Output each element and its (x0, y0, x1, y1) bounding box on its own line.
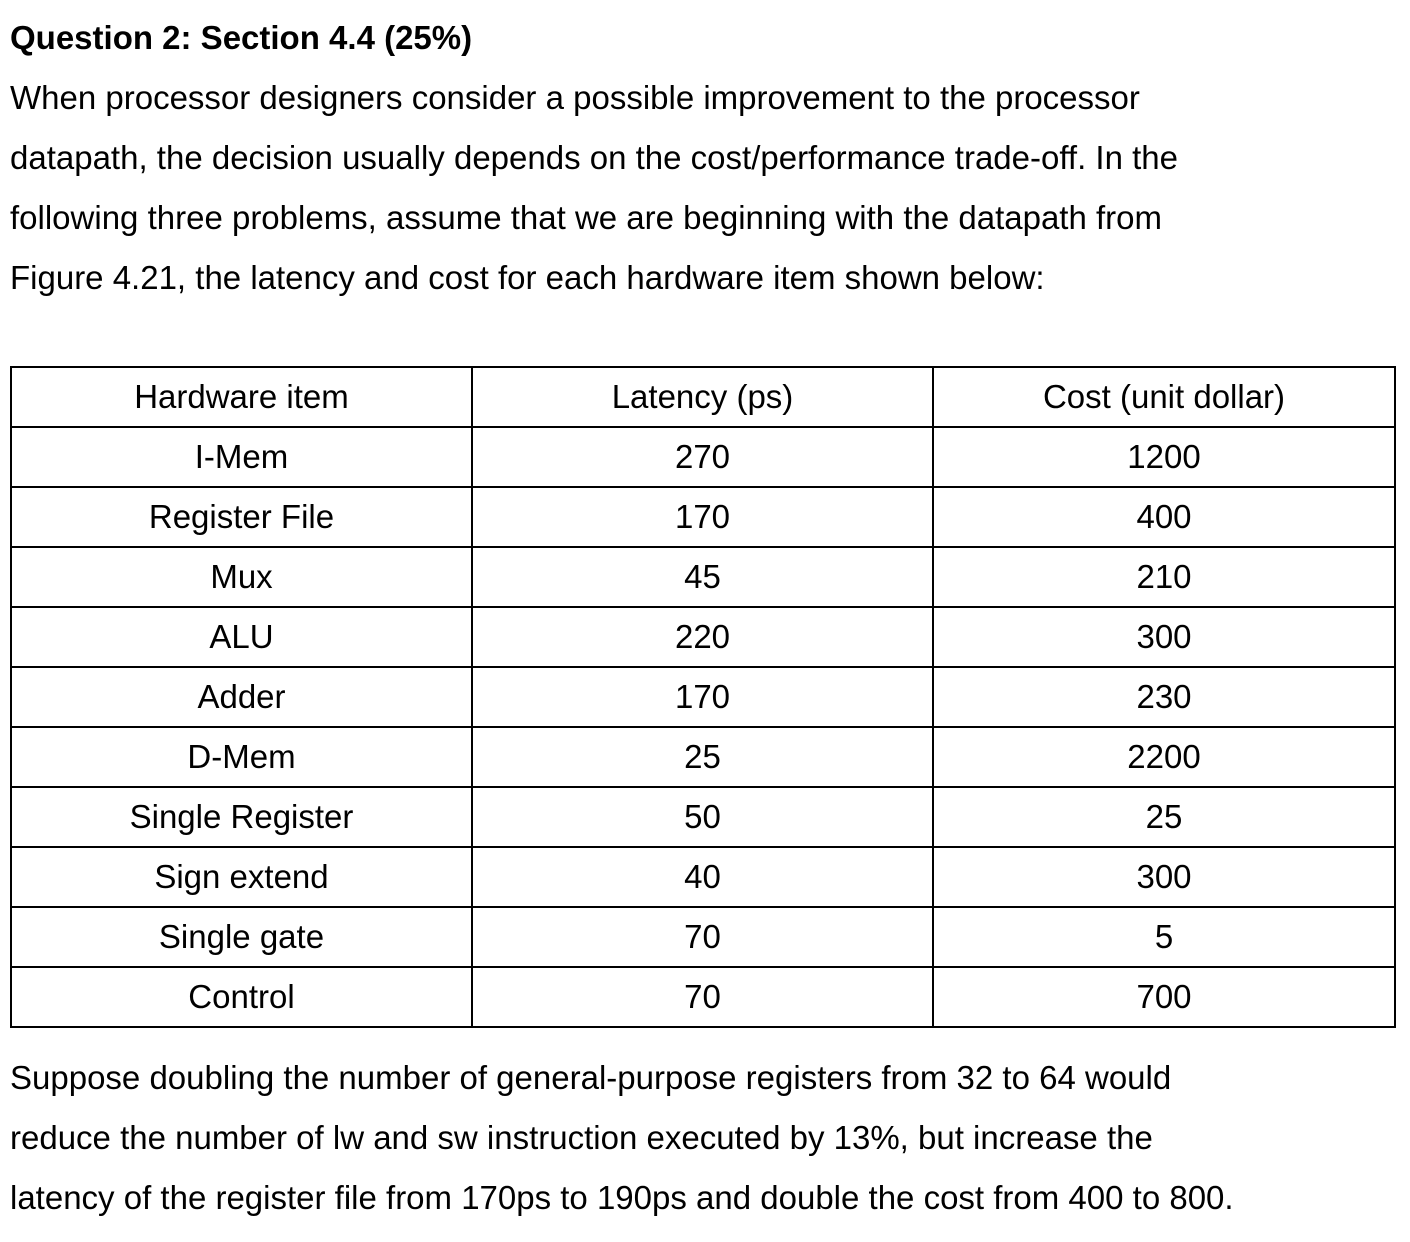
cell-cost: 230 (933, 667, 1395, 727)
question-heading: Question 2: Section 4.4 (25%) (10, 19, 473, 56)
header-latency: Latency (ps) (472, 367, 933, 427)
followup-line: reduce the number of lw and sw instruction executed by 13%, but increase the (10, 1119, 1153, 1156)
cell-hardware-item: Register File (11, 487, 472, 547)
table-row (11, 847, 1395, 907)
cell-hardware-item: I-Mem (11, 427, 472, 487)
intro-line: datapath, the decision usually depends on the cost/performance trade-off. In the (10, 139, 1178, 176)
header-cost: Cost (unit dollar) (933, 367, 1395, 427)
cell-hardware-item: ALU (11, 607, 472, 667)
followup-line: Suppose doubling the number of general-purpose registers from 32 to 64 would (10, 1059, 1172, 1096)
followup-paragraph (10, 1048, 1400, 1228)
cell-hardware-item: D-Mem (11, 727, 472, 787)
cell-latency: 170 (472, 487, 933, 547)
cell-hardware-item: Control (11, 967, 472, 1027)
header-hardware-item: Hardware item (11, 367, 472, 427)
cell-cost: 1200 (933, 427, 1395, 487)
table-row (11, 667, 1395, 727)
cell-hardware-item: Mux (11, 547, 472, 607)
cell-cost: 400 (933, 487, 1395, 547)
cell-cost: 700 (933, 967, 1395, 1027)
cell-latency: 40 (472, 847, 933, 907)
cell-cost: 25 (933, 787, 1395, 847)
table-row (11, 487, 1395, 547)
cell-cost: 300 (933, 847, 1395, 907)
table-row (11, 547, 1395, 607)
table-row (11, 787, 1395, 847)
cell-latency: 70 (472, 967, 933, 1027)
table-row (11, 727, 1395, 787)
cell-cost: 5 (933, 907, 1395, 967)
cell-cost: 2200 (933, 727, 1395, 787)
cell-cost: 210 (933, 547, 1395, 607)
cell-hardware-item: Single Register (11, 787, 472, 847)
table-row (11, 907, 1395, 967)
table-row (11, 967, 1395, 1027)
intro-line: Figure 4.21, the latency and cost for each hardware item shown below: (10, 259, 1045, 296)
cell-hardware-item: Single gate (11, 907, 472, 967)
cell-hardware-item: Adder (11, 667, 472, 727)
cell-latency: 25 (472, 727, 933, 787)
intro-line: following three problems, assume that we are beginning with the datapath from (10, 199, 1162, 236)
cell-latency: 45 (472, 547, 933, 607)
cell-hardware-item: Sign extend (11, 847, 472, 907)
cell-latency: 220 (472, 607, 933, 667)
intro-paragraph (10, 68, 1400, 308)
hardware-table (10, 366, 1396, 1028)
cell-latency: 170 (472, 667, 933, 727)
cell-latency: 50 (472, 787, 933, 847)
cell-latency: 70 (472, 907, 933, 967)
followup-line: latency of the register file from 170ps to 190ps and double the cost from 400 to 800. (10, 1179, 1234, 1216)
table-row (11, 427, 1395, 487)
cell-cost: 300 (933, 607, 1395, 667)
cell-latency: 270 (472, 427, 933, 487)
table-header-row (11, 367, 1395, 427)
intro-line: When processor designers consider a possible improvement to the processor (10, 79, 1140, 116)
table-row (11, 607, 1395, 667)
